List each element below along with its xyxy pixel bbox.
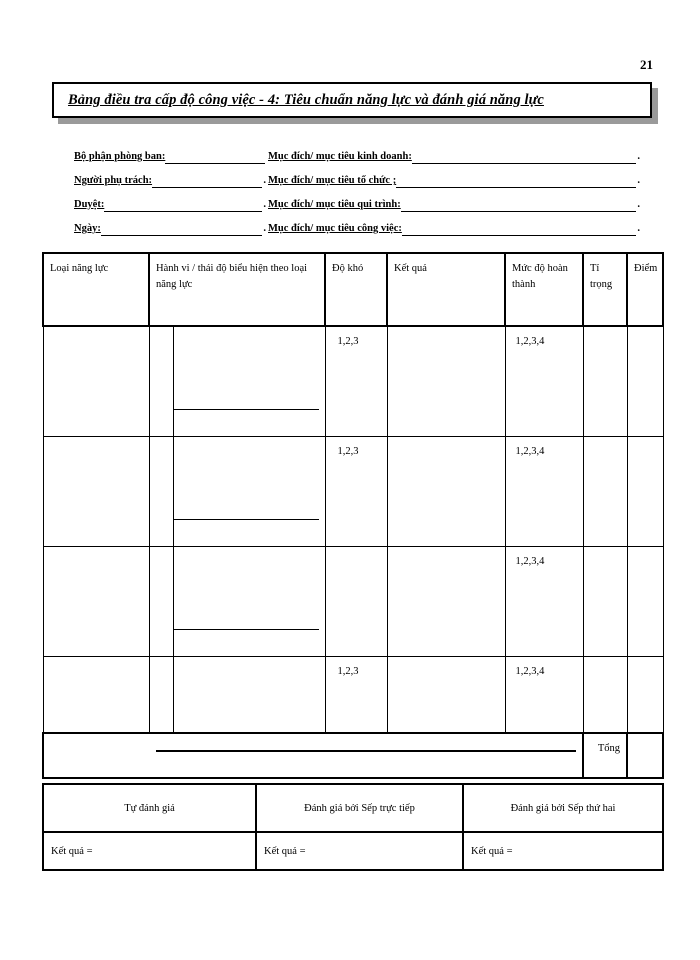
cell-score[interactable] xyxy=(627,657,663,734)
cell-difficulty-value: 1,2,3 xyxy=(337,446,359,457)
cell-completion-level-value: 1,2,3,4 xyxy=(515,666,545,677)
evaluation-header-row xyxy=(43,784,663,832)
form-field-row xyxy=(74,140,640,164)
field-department-label: Bộ phận phòng ban: xyxy=(74,151,166,162)
title-banner-box xyxy=(52,82,652,118)
field-date-trailing: . xyxy=(263,223,266,234)
field-job-goal-trailing: . xyxy=(637,223,640,234)
cell-score[interactable] xyxy=(627,547,663,657)
table-row xyxy=(43,657,663,734)
cell-competency-type[interactable] xyxy=(43,657,149,734)
header-completion-level-label: Mức độ hoàn thành xyxy=(512,263,568,290)
cell-behaviour-marker[interactable] xyxy=(149,657,173,734)
field-job-goal[interactable] xyxy=(266,222,640,236)
header-behaviour xyxy=(149,253,325,326)
table-total-row xyxy=(43,733,663,778)
eval-header-self: Tự đánh giá xyxy=(43,784,256,832)
field-department-input[interactable] xyxy=(165,150,265,164)
field-process-goal-trailing: . xyxy=(637,199,640,210)
eval-header-second-boss: Đánh giá bởi Sếp thứ hai xyxy=(463,784,663,832)
table-row xyxy=(43,326,663,437)
cell-score[interactable] xyxy=(627,326,663,437)
field-org-goal-label: Mục đích/ mục tiêu tổ chức ; xyxy=(268,175,397,186)
cell-completion-level[interactable] xyxy=(505,437,583,547)
cell-difficulty[interactable] xyxy=(325,437,387,547)
field-supervisor[interactable] xyxy=(74,174,266,188)
header-result-label: Kết quả xyxy=(394,263,427,274)
field-approval-input[interactable] xyxy=(104,198,262,212)
evaluation-table xyxy=(42,783,664,871)
total-label: Tổng xyxy=(583,733,627,778)
cell-competency-type[interactable] xyxy=(43,547,149,657)
total-underline xyxy=(156,750,576,752)
field-org-goal-trailing: . xyxy=(637,175,640,186)
cell-completion-level[interactable] xyxy=(505,547,583,657)
cell-weight[interactable] xyxy=(583,547,627,657)
field-approval-label: Duyệt: xyxy=(74,199,105,210)
cell-difficulty[interactable] xyxy=(325,657,387,734)
field-date[interactable] xyxy=(74,222,266,236)
header-score-label: Điểm xyxy=(634,263,658,274)
field-supervisor-label: Người phụ trách: xyxy=(74,175,153,186)
cell-weight[interactable] xyxy=(583,657,627,734)
cell-behaviour-marker[interactable] xyxy=(149,326,173,437)
header-result xyxy=(387,253,505,326)
cell-behaviour[interactable] xyxy=(173,326,325,437)
header-difficulty-label: Độ khó xyxy=(332,263,364,274)
cell-result[interactable] xyxy=(387,657,505,734)
field-org-goal-input[interactable] xyxy=(396,174,636,188)
field-job-goal-input[interactable] xyxy=(402,222,637,236)
field-supervisor-input[interactable] xyxy=(152,174,262,188)
field-process-goal-label: Mục đích/ mục tiêu qui trình: xyxy=(268,199,401,210)
form-field-row xyxy=(74,212,640,236)
form-field-row xyxy=(74,164,640,188)
cell-completion-level-value: 1,2,3,4 xyxy=(515,556,545,567)
eval-result-direct-boss[interactable]: Kết quả = xyxy=(256,832,463,870)
field-business-goal-label: Mục đích/ mục tiêu kinh doanh: xyxy=(268,151,412,162)
competency-table xyxy=(42,252,664,779)
field-org-goal[interactable] xyxy=(266,174,640,188)
field-approval[interactable] xyxy=(74,198,266,212)
page-title: Bảng điều tra cấp độ công việc - 4: Tiêu chuẩn năng lực và đánh giá năng lực xyxy=(68,91,544,108)
title-banner xyxy=(52,82,652,118)
behaviour-subdivider xyxy=(174,519,319,520)
header-weight-label: Tỉ trọng xyxy=(590,263,613,290)
eval-result-second-boss[interactable]: Kết quả = xyxy=(463,832,663,870)
field-approval-trailing: . xyxy=(263,199,266,210)
cell-completion-level-value: 1,2,3,4 xyxy=(515,336,545,347)
behaviour-subdivider xyxy=(174,629,319,630)
header-competency-type xyxy=(43,253,149,326)
field-business-goal-input[interactable] xyxy=(412,150,637,164)
table-header-row xyxy=(43,253,663,326)
page-number: 21 xyxy=(640,57,653,72)
form-field-row xyxy=(74,188,640,212)
cell-result[interactable] xyxy=(387,437,505,547)
cell-behaviour[interactable] xyxy=(173,437,325,547)
cell-result[interactable] xyxy=(387,547,505,657)
cell-behaviour-marker[interactable] xyxy=(149,547,173,657)
header-difficulty xyxy=(325,253,387,326)
field-supervisor-trailing: . xyxy=(263,175,266,186)
cell-behaviour-marker[interactable] xyxy=(149,437,173,547)
header-score xyxy=(627,253,663,326)
field-business-goal-trailing: . xyxy=(637,151,640,162)
cell-competency-type[interactable] xyxy=(43,437,149,547)
field-process-goal[interactable] xyxy=(266,198,640,212)
field-date-label: Ngày: xyxy=(74,223,101,234)
form-fields-block xyxy=(74,140,640,236)
eval-result-self[interactable]: Kết quả = xyxy=(43,832,256,870)
header-completion-level xyxy=(505,253,583,326)
cell-behaviour[interactable] xyxy=(173,547,325,657)
header-weight xyxy=(583,253,627,326)
cell-result[interactable] xyxy=(387,326,505,437)
evaluation-result-row xyxy=(43,832,663,870)
cell-difficulty[interactable] xyxy=(325,326,387,437)
field-department[interactable] xyxy=(74,150,266,164)
cell-difficulty-value: 1,2,3 xyxy=(337,336,359,347)
cell-weight[interactable] xyxy=(583,437,627,547)
table-row xyxy=(43,437,663,547)
cell-difficulty[interactable] xyxy=(325,547,387,657)
behaviour-subdivider xyxy=(174,409,319,410)
table-row xyxy=(43,547,663,657)
header-competency-type-label: Loại năng lực xyxy=(50,263,109,274)
cell-completion-level[interactable] xyxy=(505,326,583,437)
total-value[interactable] xyxy=(627,733,663,778)
cell-completion-level-value: 1,2,3,4 xyxy=(515,446,545,457)
eval-header-direct-boss: Đánh giá bởi Sếp trực tiếp xyxy=(256,784,463,832)
cell-score[interactable] xyxy=(627,437,663,547)
field-process-goal-input[interactable] xyxy=(401,198,637,212)
field-date-input[interactable] xyxy=(101,222,263,236)
cell-difficulty-value: 1,2,3 xyxy=(337,666,359,677)
cell-behaviour[interactable] xyxy=(173,657,325,734)
field-business-goal[interactable] xyxy=(266,150,640,164)
cell-competency-type[interactable] xyxy=(43,326,149,437)
cell-completion-level[interactable] xyxy=(505,657,583,734)
header-behaviour-label: Hành vi / thái độ biểu hiện theo loại năng lực xyxy=(156,263,308,290)
cell-weight[interactable] xyxy=(583,326,627,437)
field-job-goal-label: Mục đích/ mục tiêu công việc: xyxy=(268,223,402,234)
total-spacer xyxy=(43,733,583,778)
